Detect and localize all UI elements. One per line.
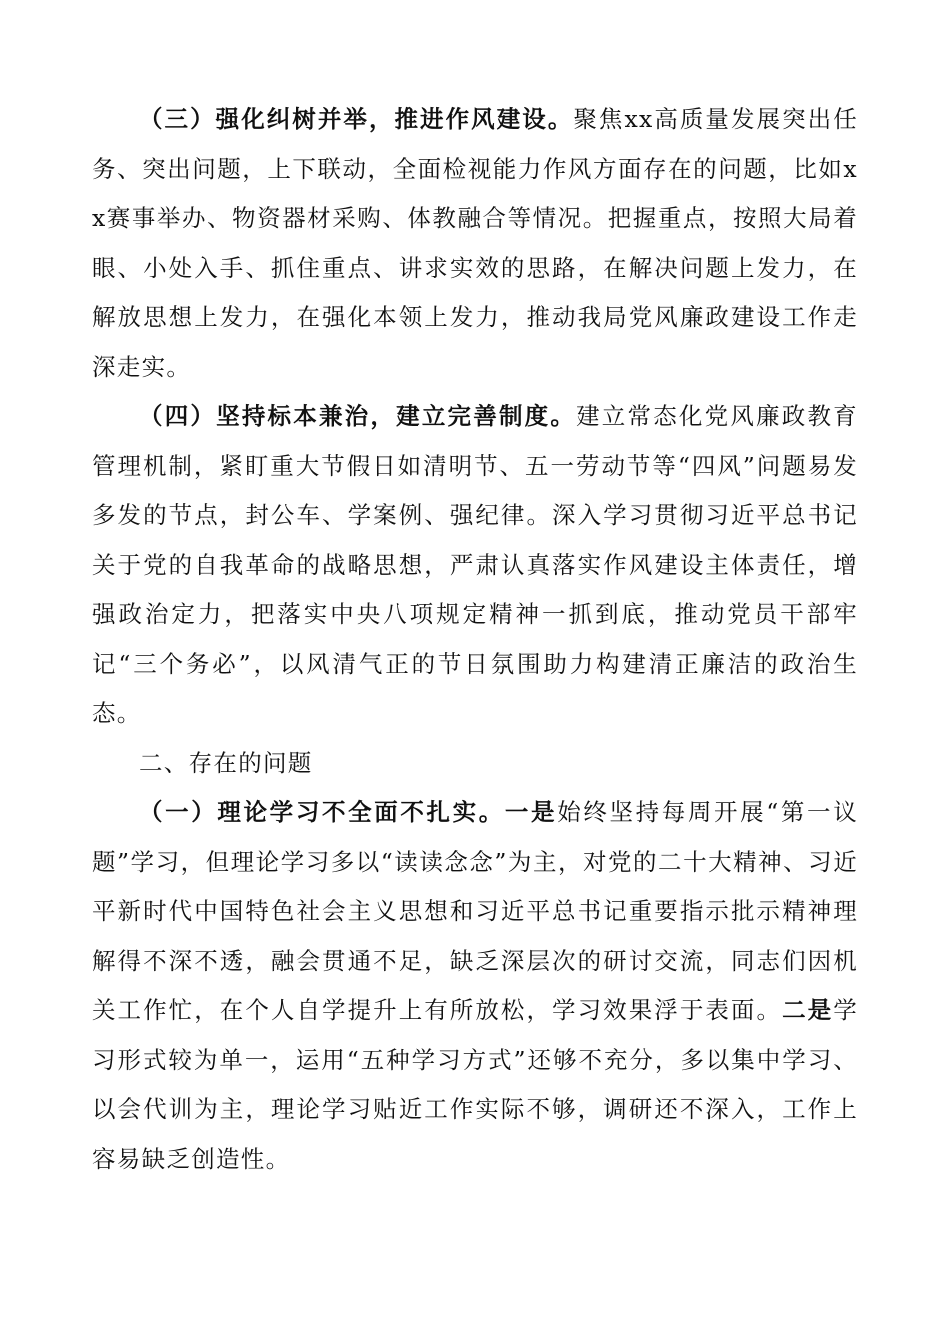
paragraph-body: 建立常态化党风廉政教育管理机制，紧盯重大节假日如清明节、五一劳动节等“四风”问题易发多发的节点，封公车、学案例、强纪律。深入学习贯彻习近平总书记关于党的自我革命的战略思想，严肃认真落实作风建设主体责任，增强政治定力，把落实中央八项规定精神一抓到底，推动党员干部牢记“三个务必”，以风清气正的节日氛围助力构建清正廉洁的政治生态。 bbox=[92, 402, 858, 727]
paragraph-lead-bold: （四）坚持标本兼治，建立完善制度。 bbox=[139, 402, 577, 430]
paragraph-theory-study bbox=[92, 788, 858, 1184]
point-marker-one: 一是 bbox=[504, 798, 558, 826]
paragraph-body: 聚焦xx高质量发展突出任务、突出问题，上下联动，全面检视能力作风方面存在的问题，比如xx赛事举办、物资器材采购、体教融合等情况。把握重点，按照大局着眼、小处入手、抓住重点、讲求实效的思路，在解决问题上发力，在解放思想上发力，在强化本领上发力，推动我局党风廉政建设工作走深走实。 bbox=[92, 105, 858, 381]
paragraph-lead-bold: （一）理论学习不全面不扎实。 bbox=[139, 798, 505, 826]
paragraph-build-system bbox=[92, 392, 858, 739]
point-marker-two: 二是 bbox=[782, 996, 834, 1024]
paragraph-strengthen-style bbox=[92, 95, 858, 392]
paragraph-lead-bold: （三）强化纠树并举，推进作风建设。 bbox=[139, 105, 574, 133]
paragraph-body: 始终坚持每周开展“第一议题”学习，但理论学习多以“读读念念”为主，对党的二十大精神、习近平新时代中国特色社会主义思想和习近平总书记重要指示批示精神理解得不深不透，融会贯通不足，缺乏深层次的研讨交流，同志们因机关工作忙，在个人自学提升上有所放松，学习效果浮于表面。 bbox=[92, 798, 858, 1024]
paragraph-body: 学习形式较为单一，运用“五种学习方式”还够不充分，多以集中学习、以会代训为主，理论学习贴近工作实际不够，调研还不深入，工作上容易缺乏创造性。 bbox=[92, 996, 858, 1173]
section-heading-problems: 二、存在的问题 bbox=[139, 748, 313, 777]
